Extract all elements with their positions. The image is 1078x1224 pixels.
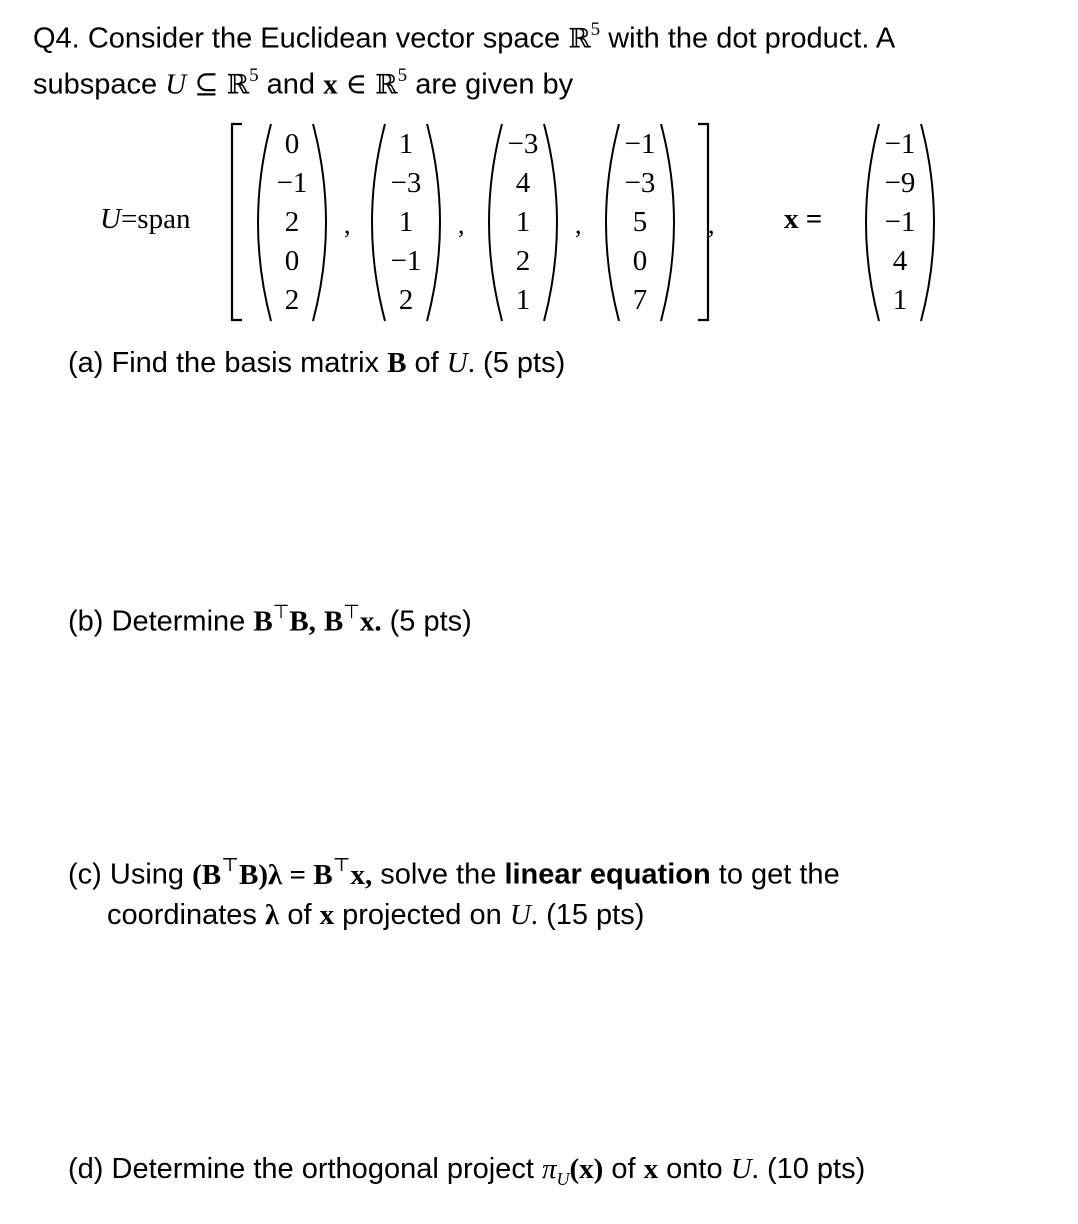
eq-part: (B (192, 858, 222, 891)
vector-entry: 2 (515, 245, 531, 277)
span-label (100, 203, 190, 236)
vector-entry: 0 (284, 128, 300, 160)
dimension: 5 (397, 65, 408, 86)
transpose-symbol: ⊤ (272, 602, 290, 623)
vector-entry: −3 (624, 167, 656, 199)
vector-entry: −1 (276, 167, 308, 199)
x-symbol: x. (359, 605, 382, 638)
vector-entry: 0 (632, 245, 648, 277)
vector-entry: −1 (390, 245, 422, 277)
span-U-symbol: U (100, 203, 121, 235)
vector-entry: 1 (398, 128, 414, 160)
x-equals: x = (784, 203, 823, 235)
eq-part: B)λ = B (238, 858, 333, 891)
real-space-symbol: ℝ (568, 23, 591, 55)
vector-entries (590, 125, 690, 320)
vector-entry: 2 (284, 284, 300, 316)
part-text: to get the (718, 858, 840, 891)
part-d (68, 1151, 865, 1197)
vector-entry: 0 (284, 245, 300, 277)
vector-entry: 5 (632, 206, 648, 238)
part-text: Find the basis matrix (111, 347, 380, 379)
B-symbol: B, (289, 605, 316, 638)
span-vector (356, 120, 456, 325)
part-label: (c) (68, 858, 102, 891)
dimension: 5 (249, 65, 259, 86)
vector-entry: 1 (892, 284, 908, 316)
period: . (751, 1153, 759, 1185)
vector-entry: 2 (398, 284, 414, 316)
part-text: of (611, 1153, 636, 1185)
subset-symbol: ⊆ (194, 68, 219, 101)
U-symbol: U (509, 899, 531, 931)
subspace-symbol: U (165, 68, 187, 101)
B-symbol: B (387, 347, 407, 379)
question-text: subspace (33, 68, 158, 101)
part-text: coordinates (107, 899, 257, 931)
bold-text: linear equation (504, 858, 711, 891)
period: . (467, 347, 475, 379)
question-text: Consider the Euclidean vector space (87, 22, 561, 55)
U-symbol: U (446, 347, 468, 379)
vector-entry: −3 (507, 128, 539, 160)
vector-entry: 1 (398, 206, 414, 238)
vector-entry: 2 (284, 206, 300, 238)
question-text: with the dot product. A (608, 22, 896, 55)
question-text: are given by (415, 68, 574, 101)
real-space-symbol: ℝ (375, 69, 398, 101)
part-c-line-1 (68, 850, 840, 893)
part-text: Determine the orthogonal project (111, 1153, 534, 1185)
part-text: solve the (380, 858, 497, 891)
part-label: (b) (68, 605, 104, 638)
part-c-line-2 (107, 897, 644, 933)
part-a (68, 345, 565, 381)
span-vector (473, 120, 573, 325)
B-symbol: B (253, 605, 273, 638)
span-vector (242, 120, 342, 325)
vector-entry: 1 (515, 284, 531, 316)
eq-part: x, (350, 858, 373, 891)
part-text: of (287, 899, 312, 931)
vector-entry: −9 (884, 167, 916, 199)
in-symbol: ∈ (345, 68, 368, 101)
vector-entries (242, 125, 342, 320)
part-text: of (414, 347, 439, 379)
vector-entry: −3 (390, 167, 422, 199)
vector-entries (356, 125, 456, 320)
transpose-symbol: ⊤ (221, 855, 239, 876)
U-subscript: U (556, 1168, 570, 1189)
vector-entry: 4 (515, 167, 531, 199)
vector-entry: −1 (624, 128, 656, 160)
part-text: Using (109, 858, 185, 891)
vector-entry: 7 (632, 284, 648, 316)
x-symbol: x (643, 1153, 659, 1185)
real-space-symbol: ℝ (226, 69, 250, 101)
points: (5 pts) (483, 347, 566, 379)
comma: , (458, 210, 465, 239)
part-b (68, 597, 472, 640)
question-line-1 (33, 14, 895, 58)
x-label (784, 203, 822, 236)
part-text: onto (666, 1153, 723, 1185)
part-label: (d) (68, 1153, 104, 1185)
lambda-symbol: λ (265, 899, 280, 931)
transpose-symbol: ⊤ (343, 602, 360, 623)
dimension: 5 (590, 19, 601, 40)
question-line-2 (33, 60, 573, 104)
transpose-symbol: ⊤ (332, 855, 351, 876)
vector-entries (473, 125, 573, 320)
vector-entry: 4 (892, 245, 908, 277)
part-text: Determine (111, 605, 246, 638)
vector-entries (850, 125, 950, 320)
points: (15 pts) (546, 899, 645, 931)
U-symbol: U (730, 1153, 752, 1185)
vector-entry: −1 (884, 128, 916, 160)
question-number: Q4. (33, 22, 80, 55)
comma: , (708, 210, 715, 239)
x-symbol: x (319, 899, 335, 931)
pi-symbol: π (541, 1153, 557, 1185)
vector-entry: 1 (515, 206, 531, 238)
period: . (530, 899, 539, 931)
comma: , (344, 210, 351, 239)
B-symbol: B (323, 605, 344, 638)
span-vector (590, 120, 690, 325)
question-text: and (266, 68, 316, 101)
points: (10 pts) (766, 1153, 866, 1185)
x-vector (850, 120, 950, 325)
equation (192, 855, 373, 891)
part-label: (a) (68, 347, 104, 379)
points: (5 pts) (389, 605, 472, 638)
comma: , (575, 210, 582, 239)
span-eq-label: =span (120, 203, 191, 235)
projection-arg: (x) (569, 1153, 604, 1185)
part-text: projected on (342, 899, 502, 931)
vector-entry: −1 (884, 206, 916, 238)
x-symbol: x (323, 68, 338, 101)
